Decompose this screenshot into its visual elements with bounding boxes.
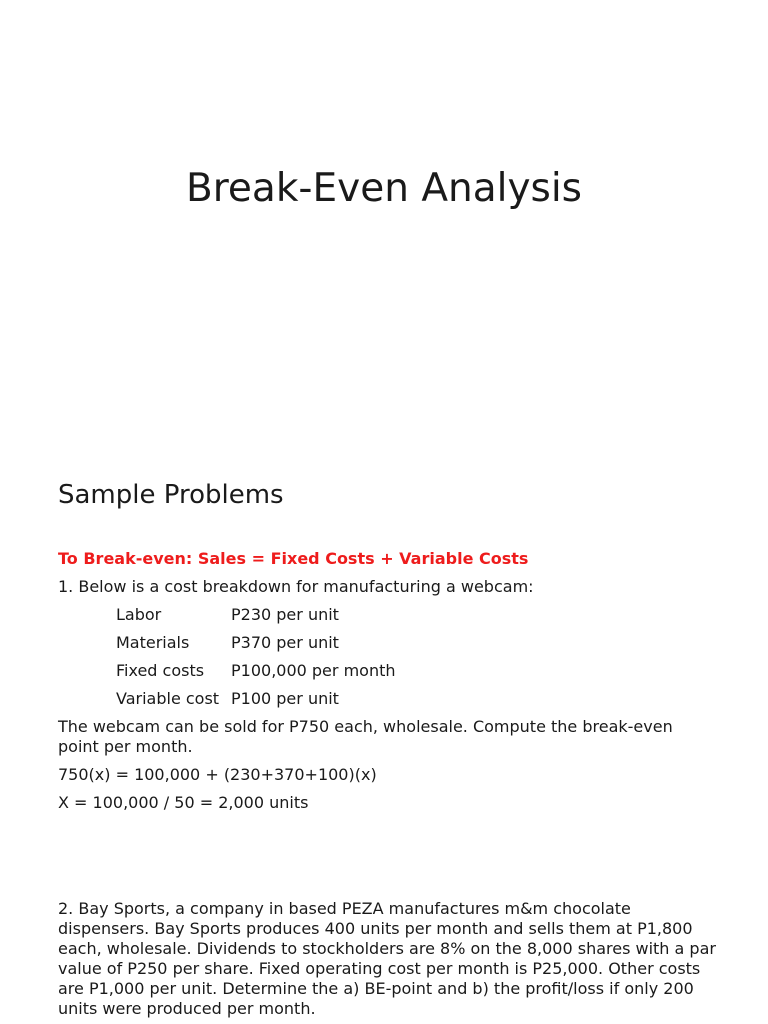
cost-label: Materials xyxy=(116,633,190,652)
cost-value: P100,000 per month xyxy=(231,661,396,680)
cost-row-variable-cost xyxy=(116,689,339,708)
cost-label: Fixed costs xyxy=(116,661,205,680)
cost-row-materials xyxy=(116,633,339,652)
solution-equation: 750(x) = 100,000 + (230+370+100)(x) xyxy=(58,765,377,784)
section-heading: Sample Problems xyxy=(58,480,284,510)
cost-value: P230 per unit xyxy=(231,605,339,624)
cost-row-fixed-costs xyxy=(116,661,396,680)
cost-value: P100 per unit xyxy=(231,689,339,708)
solution-result: X = 100,000 / 50 = 2,000 units xyxy=(58,793,309,812)
cost-row-labor xyxy=(116,605,339,624)
cost-value: P370 per unit xyxy=(231,633,339,652)
problem-2-text: 2. Bay Sports, a company in based PEZA manufactures m&m chocolate dispensers. Bay Sports produces 400 units per month and sells them at P1,800 each, wholesale. Dividends to stockholders are 8% on the 8,000 shares with a par value of P250 per share. Fixed operating cost per month is P25,000. Other costs are P1,000 per unit. Determine the a) BE-point and b) the profit/loss if only 200 units were produced per month. xyxy=(58,899,716,1018)
problem-1-question: The webcam can be sold for P750 each, wholesale. Compute the break-even point per month. xyxy=(58,717,673,756)
problem-1-intro: 1. Below is a cost breakdown for manufacturing a webcam: xyxy=(58,577,534,596)
cost-label: Labor xyxy=(116,605,162,624)
slide-title: Break-Even Analysis xyxy=(186,166,582,211)
cost-label: Variable cost xyxy=(116,689,220,708)
break-even-formula: To Break-even: Sales = Fixed Costs + Variable Costs xyxy=(58,549,529,568)
